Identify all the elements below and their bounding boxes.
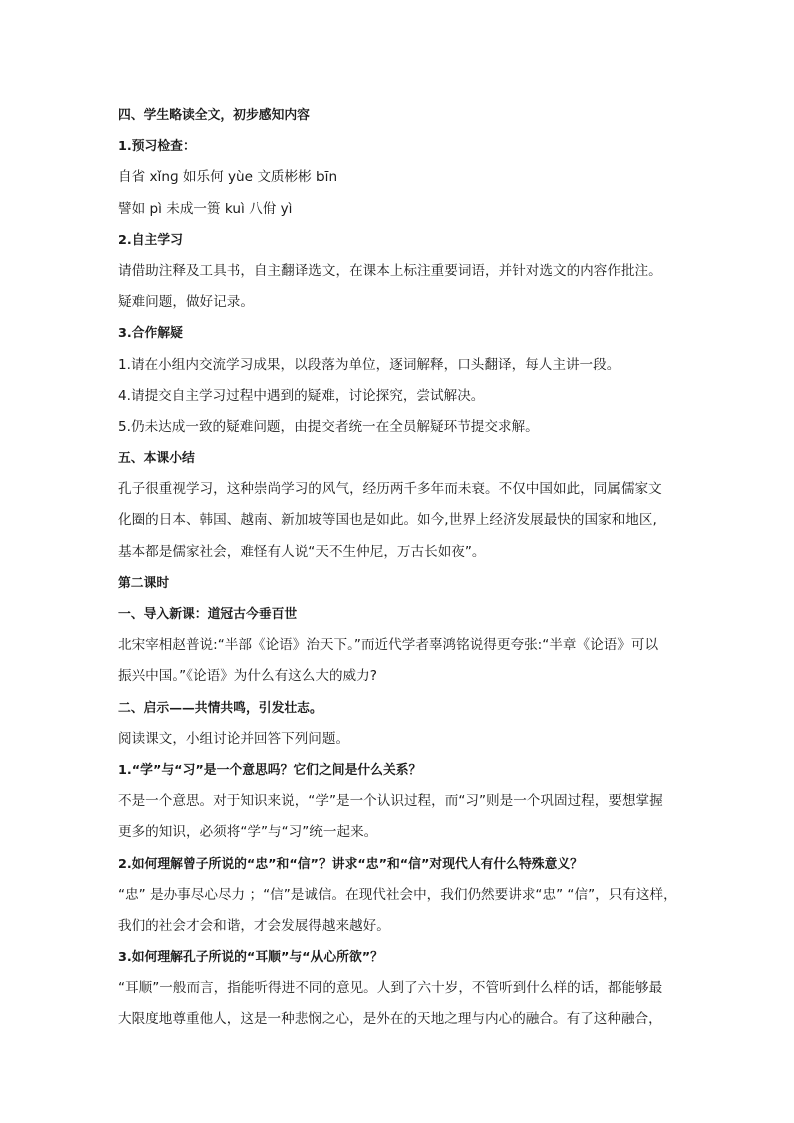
paragraph-line: 请借助注释及工具书，自主翻译选文，在课本上标注重要词语，并针对选文的内容作批注。	[118, 262, 662, 279]
paragraph-line: 不是一个意思。对于知识来说，“学”是一个认识过程，而“习”则是一个巩固过程，要想掌握	[118, 793, 663, 810]
paragraph-line: 譬如 pì 未成一篑 kuì 八佾 yì	[118, 200, 293, 217]
paragraph-line: 孔子很重视学习，这种崇尚学习的风气，经历两千多年而未衰。不仅中国如此，同属儒家文	[118, 481, 662, 498]
subsection-heading: 3.合作解疑	[118, 326, 183, 342]
paragraph-line: 基本都是儒家社会，难怪有人说“天不生仲尼，万古长如夜”。	[118, 543, 486, 560]
paragraph-line: 自省 xǐnɡ 如乐何 yùe 文质彬彬 bīn	[118, 169, 338, 186]
paragraph-line: 北宋宰相赵普说:“半部《论语》治天下。”而近代学者辜鸿铭说得更夸张:“半章《论语》可以	[118, 637, 659, 654]
question-heading: 2.如何理解曾子所说的“忠”和“信”？讲求“忠”和“信”对现代人有什么特殊意义？	[118, 856, 583, 872]
paragraph-line: 5.仍未达成一致的疑难问题，由提交者统一在全员解疑环节提交求解。	[118, 418, 539, 435]
document-page	[118, 100, 678, 1036]
lesson-heading: 第二课时	[118, 575, 170, 591]
paragraph-line: 我们的社会才会和谐，才会发展得越来越好。	[118, 917, 390, 934]
section-heading: 四、学生略读全文，初步感知内容	[118, 108, 310, 123]
subsection-heading: 1.预习检查：	[118, 139, 196, 155]
paragraph-line: 4.请提交自主学习过程中遇到的疑难，讨论探究，尝试解决。	[118, 387, 485, 404]
section-heading: 五、本课小结	[118, 451, 195, 467]
question-heading: 3.如何理解孔子所说的“耳顺”与“从心所欲”？	[118, 950, 383, 966]
paragraph-line: 大限度地尊重他人，这是一种悲悯之心，是外在的天地之理与内心的融合。有了这种融合，	[118, 1011, 662, 1028]
section-heading: 二、启示——共情共鸣，引发壮志。	[118, 700, 323, 716]
paragraph-line: 疑难问题，做好记录。	[118, 294, 254, 311]
section-heading: 一、导入新课：道冠古今垂百世	[118, 607, 298, 622]
paragraph-line: 阅读课文，小组讨论并回答下列问题。	[118, 730, 350, 747]
paragraph-line: “忠” 是办事尽心尽力 ；“信”是诚信。在现代社会中，我们仍然要讲求“忠” “信”，只有这样，	[118, 886, 677, 903]
paragraph-line: 化圈的日本、韩国、越南、新加坡等国也是如此。如今,世界上经济发展最快的国家和地区,	[118, 512, 657, 529]
paragraph-line: 更多的知识，必须将“学”与“习”统一起来。	[118, 824, 378, 841]
paragraph-line: 振兴中国。”《论语》为什么有这么大的威力?	[118, 668, 377, 685]
question-heading: 1.“学”与“习”是一个意思吗？它们之间是什么关系？	[118, 762, 422, 778]
subsection-heading: 2.自主学习	[118, 232, 183, 248]
paragraph-line: “耳顺”一般而言，指能听得进不同的意见。人到了六十岁，不管听到什么样的话，都能够最	[118, 980, 663, 997]
paragraph-line: 1.请在小组内交流学习成果，以段落为单位，逐词解释，口头翻译，每人主讲一段。	[118, 356, 621, 373]
